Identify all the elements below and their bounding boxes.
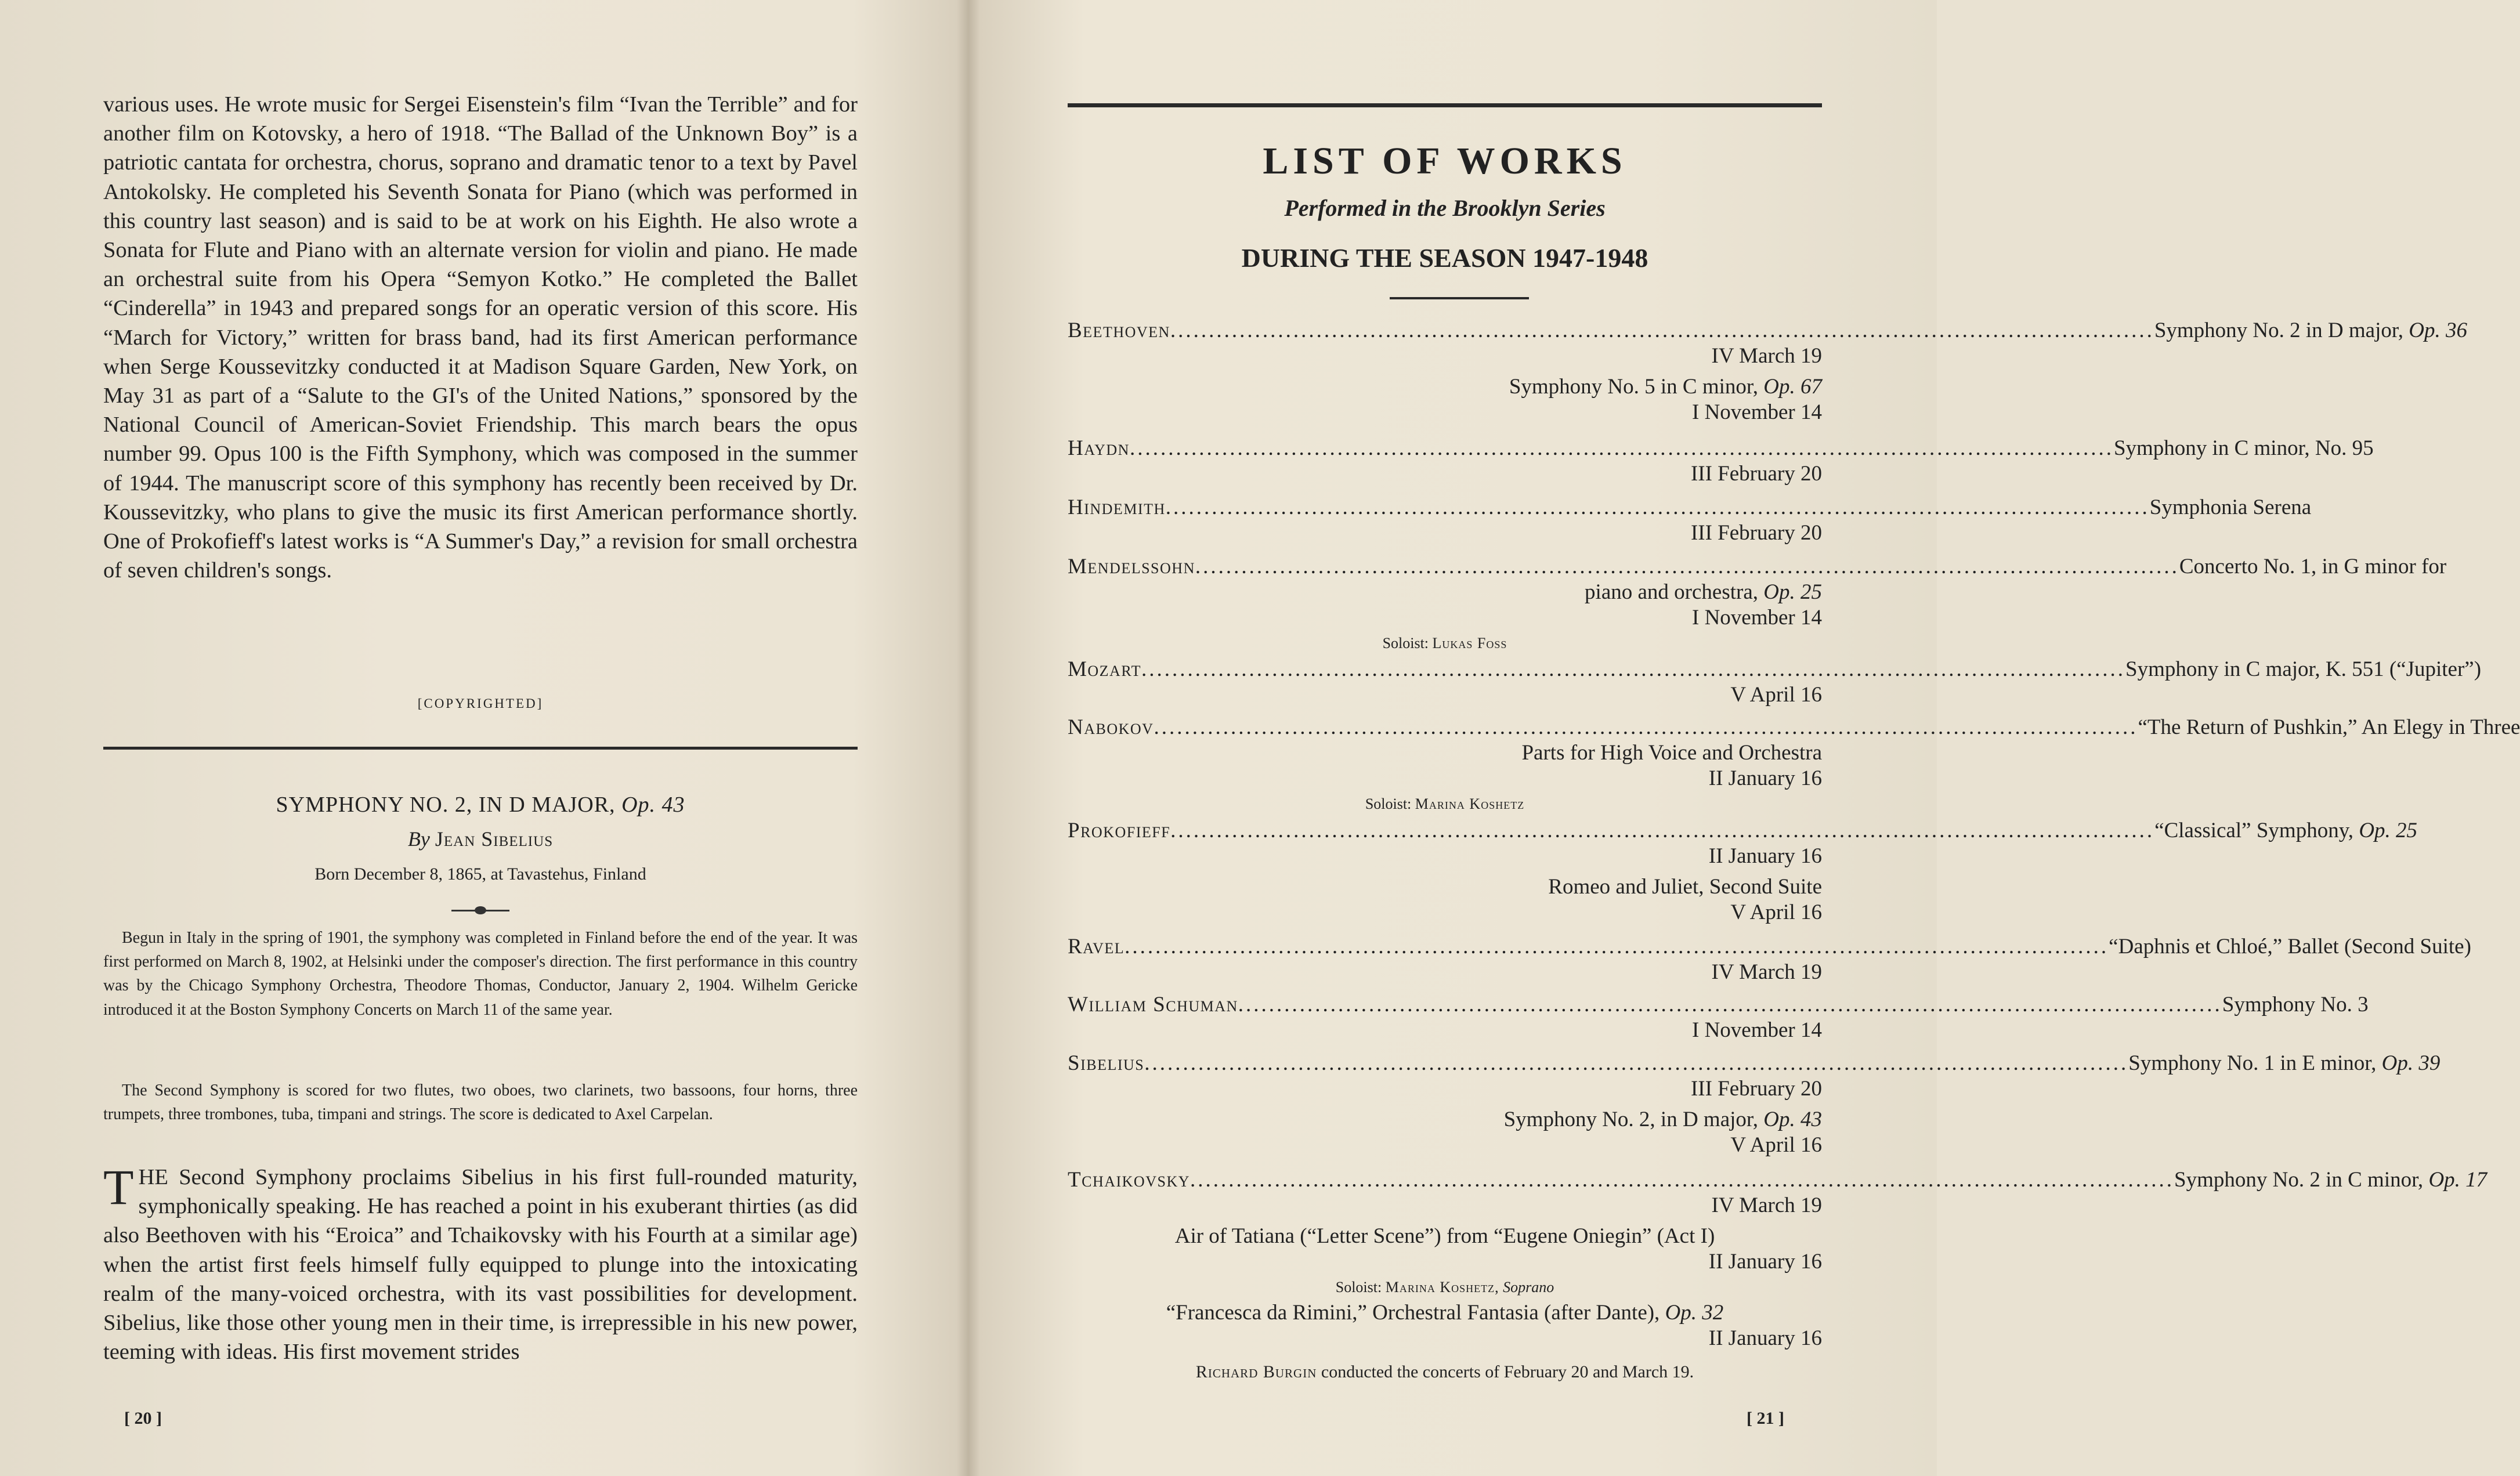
- work-title-continued: piano and orchestra, Op. 25: [1585, 580, 1822, 604]
- work-title: Symphony No. 2 in C minor, Op. 17: [2174, 1168, 2488, 1192]
- composer-name: Hindemith: [1068, 495, 1166, 519]
- left-page: [103, 0, 858, 1476]
- copyright-notice: [COPYRIGHTED]: [417, 696, 544, 711]
- work-title: Symphony in C major, K. 551 (“Jupiter”): [2125, 657, 2482, 681]
- work-title-continued: Parts for High Voice and Orchestra: [1521, 741, 1822, 765]
- composer-birth-line: Born December 8, 1865, at Tavastehus, Finland: [314, 864, 646, 884]
- scoring-note: The Second Symphony is scored for two flutes, two oboes, two clarinets, two bassoons, four horns, three trumpets, three trombones, tuba, timpani and strings. The score is dedicated to Axel Carpelan.: [103, 1081, 858, 1124]
- entry-ravel: [1068, 934, 2471, 985]
- work-title: Symphony in C minor, No. 95: [2113, 436, 2374, 460]
- entry-sibelius: [1068, 1051, 2441, 1158]
- performance-date: II January 16: [1708, 1250, 1822, 1274]
- performance-date: III February 20: [1690, 521, 1822, 545]
- performance-date: III February 20: [1690, 1077, 1822, 1101]
- right-page: [1068, 0, 2520, 1476]
- dot-leader: ................................................................................................................................: [1238, 993, 2222, 1016]
- composer-name: Sibelius: [1068, 1051, 1145, 1075]
- entry-haydn: [1068, 436, 2374, 487]
- program-note-text: HE Second Symphony proclaims Sibelius in his first full-rounded maturity, symphonically speaking. He has reached a point in his exuberant thirties (as did also Beethoven with his “Eroica” and Tchaikovsky with his Fourth at a similar age) when the artist first feels himself fully equipped to plunge into the intoxicating realm of the many-voiced orchestra, with its vast possibilities for development. Sibelius, like those other young men in their time, is irrepressible in his new power, teeming with ideas. His first movement strides: [103, 1165, 858, 1365]
- page-number-left: [ 20 ]: [124, 1409, 162, 1428]
- symphony-heading: [103, 792, 858, 817]
- work-title: Symphony No. 1 in E minor, Op. 39: [2128, 1051, 2441, 1075]
- dot-leader: ................................................................................................................................: [1125, 935, 2109, 958]
- dot-leader: ................................................................................................................................: [1141, 657, 2125, 681]
- dot-leader: ................................................................................................................................: [1170, 819, 2155, 842]
- composer-name: Ravel: [1068, 935, 1125, 958]
- composer-name: Tchaikovsky: [1068, 1168, 1190, 1192]
- performance-date: I November 14: [1692, 400, 1822, 424]
- conductor-note: Richard Burgin conducted the concerts of February 20 and March 19.: [1195, 1362, 1694, 1381]
- entry-tchaikovsky: [1068, 1167, 2488, 1351]
- performance-date: V April 16: [1730, 1133, 1822, 1157]
- drop-cap: T: [103, 1159, 134, 1215]
- history-note: Begun in Italy in the spring of 1901, the symphony was completed in Finland before the end of the year. It was first performed on March 8, 1902, at Helsinki under the composer's direction. The first performance in this country was by the Chicago Symphony Orchestra, Theodore Thomas, Conductor, January 2, 1904. Wilhelm Gericke introduced it at the Boston Symphony Concerts on March 11 of the same year.: [103, 929, 858, 1019]
- performance-date: I November 14: [1692, 606, 1822, 630]
- symphony-title: SYMPHONY NO. 2, IN D MAJOR,: [276, 793, 616, 817]
- entry-william-schuman: [1068, 992, 2369, 1043]
- prokofieff-biography-paragraph: various uses. He wrote music for Sergei Eisenstein's film “Ivan the Terrible” and for another film on Kotovsky, a hero of 1918. “The Ballad of the Unknown Boy” is a patriotic cantata for orchestra, chorus, soprano and dramatic tenor to a text by Pavel Antokolsky. He completed his Seventh Sonata for Piano (which was performed in this country last season) and is said to be at work on his Eighth. He also wrote a Sonata for Flute and Piano with an alternate version for violin and piano. He made an orchestral suite from his Opera “Semyon Kotko.” He completed the Ballet “Cinderella” in 1943 and prepared songs for an operatic version of this score. His “March for Victory,” written for brass band, had its first American performance when Serge Koussevitzky conducted it at Madison Square Garden, New York, on May 31 as part of a “Salute to the GI's of the United Nations,” sponsored by the National Council of American-Soviet Friendship. This march bears the opus number 99. Opus 100 is the Fifth Symphony, which was composed in the summer of 1944. The manuscript score of this symphony has recently been received by Dr. Koussevitzky, who plans to give the music its first American performance shortly. One of Prokofieff's latest works is “A Summer's Day,” a revision for small orchestra of seven children's songs.: [103, 92, 858, 583]
- work-title: Romeo and Juliet, Second Suite: [1548, 875, 1822, 899]
- entry-hindemith: [1068, 495, 2312, 546]
- entry-nabokov: [1068, 715, 2520, 817]
- performance-date: V April 16: [1730, 683, 1822, 707]
- performance-date: I November 14: [1692, 1018, 1822, 1042]
- composer-name: Jean Sibelius: [435, 827, 554, 851]
- work-title: Symphony No. 3: [2222, 993, 2369, 1016]
- entry-beethoven: [1068, 318, 2467, 425]
- work-title: “Francesca da Rimini,” Orchestral Fantasia (after Dante), Op. 32: [1166, 1301, 1724, 1325]
- composer-name: Beethoven: [1068, 319, 1170, 342]
- program-note-paragraph: [103, 1159, 858, 1366]
- symphony-opus: Op. 43: [621, 793, 685, 817]
- performance-date: IV March 19: [1711, 1193, 1822, 1217]
- list-subtitle: Performed in the Brooklyn Series: [1284, 195, 1606, 221]
- work-title: “Classical” Symphony, Op. 25: [2154, 819, 2418, 842]
- composer-name: Mendelssohn: [1068, 555, 1195, 578]
- entry-mendelssohn: [1068, 554, 2447, 656]
- composer-name: William Schuman: [1068, 993, 1238, 1016]
- entry-mozart: [1068, 657, 2482, 708]
- dot-leader: ................................................................................................................................: [1154, 715, 2138, 739]
- soloist-line: Soloist: Marina Koshetz, Soprano: [1335, 1279, 1554, 1296]
- work-title: Air of Tatiana (“Letter Scene”) from “Eugene Oniegin” (Act I): [1174, 1224, 1715, 1248]
- composer-name: Haydn: [1068, 436, 1130, 460]
- composer-name: Mozart: [1068, 657, 1141, 681]
- performance-date: V April 16: [1730, 900, 1822, 924]
- dot-leader: ................................................................................................................................: [1165, 495, 2150, 519]
- heading-underline: [1390, 297, 1529, 299]
- dot-leader: ................................................................................................................................: [1129, 436, 2114, 460]
- dot-leader: ................................................................................................................................: [1190, 1168, 2174, 1192]
- performance-date: II January 16: [1708, 1326, 1822, 1350]
- header-rule: [1068, 103, 1822, 107]
- performance-date: IV March 19: [1711, 344, 1822, 368]
- work-title: “The Return of Pushkin,” An Elegy in Three: [2138, 715, 2520, 739]
- symphony-byline: [103, 827, 858, 851]
- dot-leader: ................................................................................................................................: [1144, 1051, 2129, 1075]
- work-title: Symphony No. 2 in D major, Op. 36: [2154, 319, 2467, 342]
- performance-date: II January 16: [1708, 766, 1822, 790]
- work-title: “Daphnis et Chloé,” Ballet (Second Suite): [2109, 935, 2471, 958]
- entry-prokofieff: [1068, 818, 2418, 925]
- by-word: By: [407, 827, 430, 851]
- soloist-line: Soloist: Marina Koshetz: [1365, 795, 1525, 812]
- dot-leader: ................................................................................................................................: [1170, 319, 2154, 342]
- work-title: Symphony No. 5 in C minor, Op. 67: [1509, 375, 1822, 399]
- composer-name: Nabokov: [1068, 715, 1154, 739]
- soloist-line: Soloist: Lukas Foss: [1382, 635, 1507, 652]
- performance-date: III February 20: [1690, 462, 1822, 486]
- work-title: Symphony No. 2, in D major, Op. 43: [1503, 1108, 1822, 1131]
- composer-name: Prokofieff: [1068, 819, 1171, 842]
- performance-date: IV March 19: [1711, 960, 1822, 984]
- performance-date: II January 16: [1708, 844, 1822, 868]
- dot-leader: ................................................................................................................................: [1195, 555, 2179, 578]
- work-title: Concerto No. 1, in G minor for: [2179, 555, 2447, 578]
- work-title: Symphonia Serena: [2149, 495, 2312, 519]
- ornament-dot: [475, 906, 486, 914]
- section-divider-rule: [103, 747, 858, 750]
- page-number-right: [ 21 ]: [1747, 1409, 1784, 1428]
- season-heading: DURING THE SEASON 1947-1948: [1241, 243, 1648, 273]
- list-title: LIST OF WORKS: [1263, 140, 1627, 182]
